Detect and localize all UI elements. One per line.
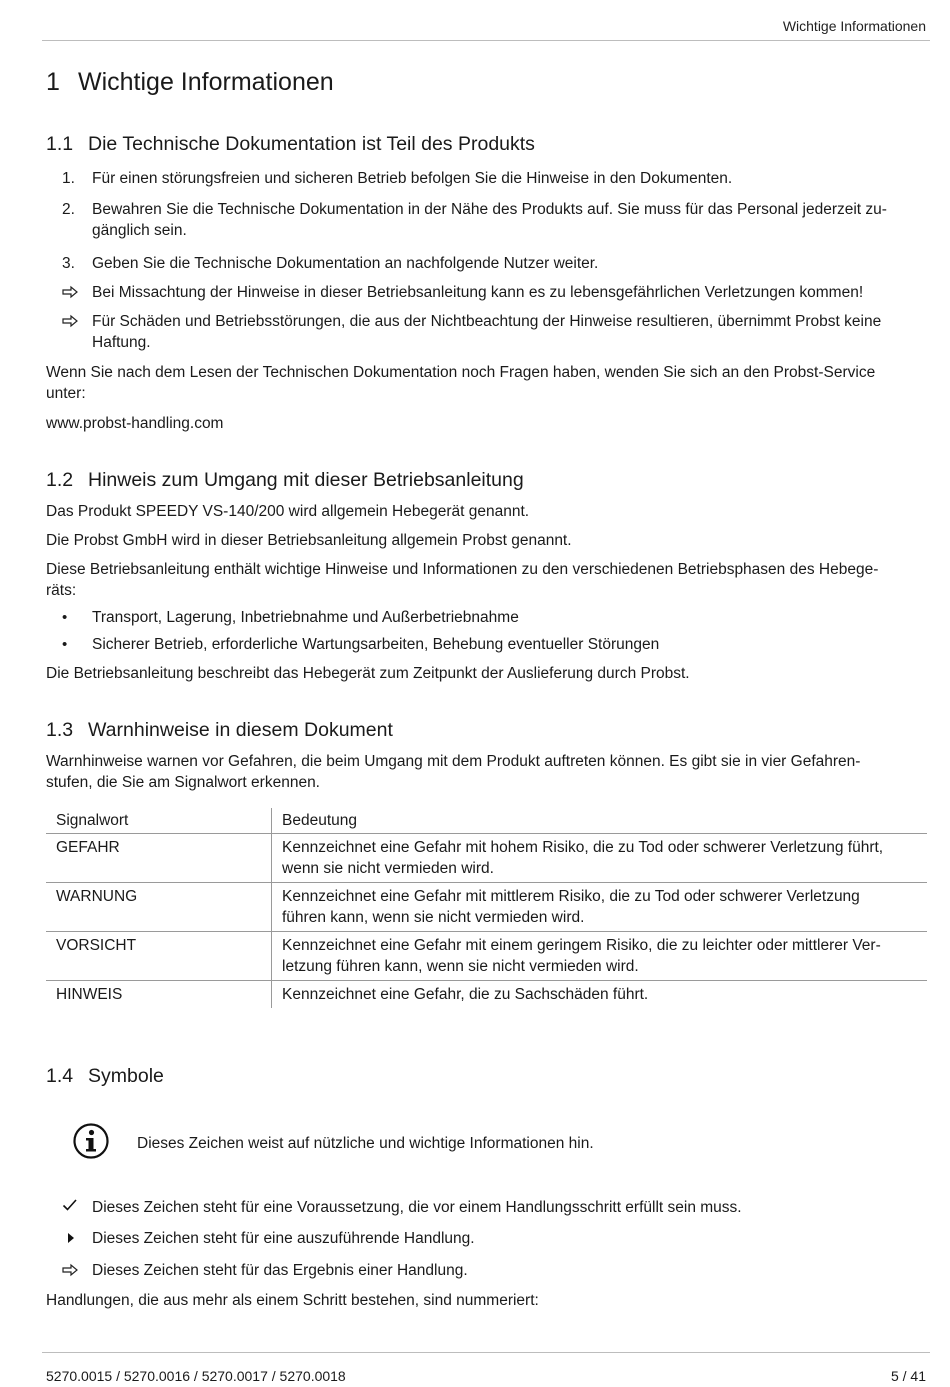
bullet-icon: • [62,636,68,653]
table-row [46,883,927,932]
bullet-icon: • [62,609,68,626]
header-rule [42,40,930,41]
section-title: Hinweis zum Umgang mit dieser Betriebsanleitung [88,469,524,491]
footer-page-number: 5 / 41 [890,1368,926,1384]
intro-paragraph: Warnhinweise warnen vor Gefahren, die beim Umgang mit dem Produkt auftreten können. Es gibt sie in vier Gefahren- [46,753,861,770]
paragraph: Diese Betriebsanleitung enthält wichtige Hinweise und Informationen zu den verschiedenen Betriebsphasen des Hebege- [46,561,879,578]
table-header-bedeutung: Bedeutung [282,812,357,829]
section-number: 1.2 [46,469,74,491]
check-symbol-text: Dieses Zeichen steht für eine Voraussetzung, die vor einem Handlungsschritt erfüllt sein muss. [92,1199,742,1216]
chapter-title: Wichtige Informationen [78,68,334,96]
intro-paragraph-continued: stufen, die Sie am Signalwort erkennen. [46,774,320,791]
result-text-continued: Haftung. [92,334,151,351]
step-text: Für einen störungsfreien und sicheren Betrieb befolgen Sie die Hinweise in den Dokumenten. [92,170,733,187]
table-header-signalwort: Signalwort [46,808,272,834]
result-arrow-icon [62,1263,82,1277]
signal-meaning [272,883,928,932]
signal-word: HINWEIS [46,981,272,1009]
signal-meaning [272,834,928,883]
section-number: 1.4 [46,1065,74,1087]
section-heading-1-4 [46,1063,164,1089]
bullet-item: Sicherer Betrieb, erforderliche Wartungsarbeiten, Behebung eventueller Störungen [92,636,660,653]
section-heading-1-3 [46,717,393,743]
table-row [46,981,927,1009]
table-header-row [46,808,927,834]
result-text: Für Schäden und Betriebsstörungen, die aus der Nichtbeachtung der Hinweise resultieren, übernimmt Probst keine [92,313,882,330]
chapter-number: 1 [46,68,60,96]
footer-rule [42,1352,930,1353]
meaning-line: Kennzeichnet eine Gefahr mit mittlerem Risiko, die zu Tod oder schwerer Verletzung [282,888,860,905]
step-text: Geben Sie die Technische Dokumentation an nachfolgende Nutzer weiter. [92,255,599,272]
running-header: Wichtige Informationen [782,18,926,34]
meaning-line: Kennzeichnet eine Gefahr, die zu Sachschäden führt. [282,986,649,1003]
signal-word: GEFAHR [46,834,272,883]
result-arrow-icon [62,285,82,299]
meaning-line: wenn sie nicht vermieden wird. [282,860,494,877]
step-number: 2. [62,201,75,218]
section-number: 1.1 [46,133,74,155]
table-row [46,932,927,981]
section-heading-1-2 [46,467,524,493]
step-number: 1. [62,170,75,187]
section-title: Warnhinweise in diesem Dokument [88,719,393,741]
meaning-line: Kennzeichnet eine Gefahr mit einem geringem Risiko, die zu leichter oder mittlerer Ver- [282,937,881,954]
contact-paragraph: Wenn Sie nach dem Lesen der Technischen Dokumentation noch Fragen haben, wenden Sie sich an den Probst-Service [46,364,876,381]
meaning-line: letzung führen kann, wenn sie nicht vermieden wird. [282,958,639,975]
chapter-heading [46,66,334,98]
contact-paragraph-continued: unter: [46,385,86,402]
info-icon [72,1122,110,1160]
step-text: Bewahren Sie die Technische Dokumentation in der Nähe des Produkts auf. Sie muss für das Personal jederzeit zu- [92,201,887,218]
signal-word: VORSICHT [46,932,272,981]
footer-doc-numbers: 5270.0015 / 5270.0016 / 5270.0017 / 5270.0018 [46,1368,346,1384]
step-text-continued: gänglich sein. [92,222,187,239]
checkmark-icon [62,1198,78,1212]
paragraph: Die Betriebsanleitung beschreibt das Hebegerät zum Zeitpunkt der Auslieferung durch Probst. [46,665,690,682]
table-row [46,834,927,883]
action-symbol-text: Dieses Zeichen steht für eine auszuführende Handlung. [92,1230,475,1247]
paragraph: Das Produkt SPEEDY VS-140/200 wird allgemein Hebegerät genannt. [46,503,530,520]
result-text: Bei Missachtung der Hinweise in dieser Betriebsanleitung kann es zu lebensgefährlichen Verletzungen kommen! [92,284,864,301]
signal-word: WARNUNG [46,883,272,932]
signal-meaning [272,981,928,1009]
signal-word-table [46,808,927,1008]
action-triangle-icon [66,1231,76,1245]
bullet-item: Transport, Lagerung, Inbetriebnahme und Außerbetriebnahme [92,609,519,626]
meaning-line: führen kann, wenn sie nicht vermieden wird. [282,909,585,926]
result-symbol-text: Dieses Zeichen steht für das Ergebnis einer Handlung. [92,1262,468,1279]
step-number: 3. [62,255,75,272]
website-link[interactable]: www.probst-handling.com [46,415,224,432]
result-arrow-icon [62,314,82,328]
paragraph: Die Probst GmbH wird in dieser Betriebsanleitung allgemein Probst genannt. [46,532,572,549]
section-title: Symbole [88,1065,164,1087]
info-symbol-text: Dieses Zeichen weist auf nützliche und wichtige Informationen hin. [137,1135,594,1152]
section-number: 1.3 [46,719,74,741]
meaning-line: Kennzeichnet eine Gefahr mit hohem Risiko, die zu Tod oder schwerer Verletzung führt, [282,839,884,856]
closing-paragraph: Handlungen, die aus mehr als einem Schritt bestehen, sind nummeriert: [46,1292,539,1309]
paragraph-continued: räts: [46,582,77,599]
signal-meaning [272,932,928,981]
section-heading-1-1 [46,131,535,157]
section-title: Die Technische Dokumentation ist Teil des Produkts [88,133,535,155]
